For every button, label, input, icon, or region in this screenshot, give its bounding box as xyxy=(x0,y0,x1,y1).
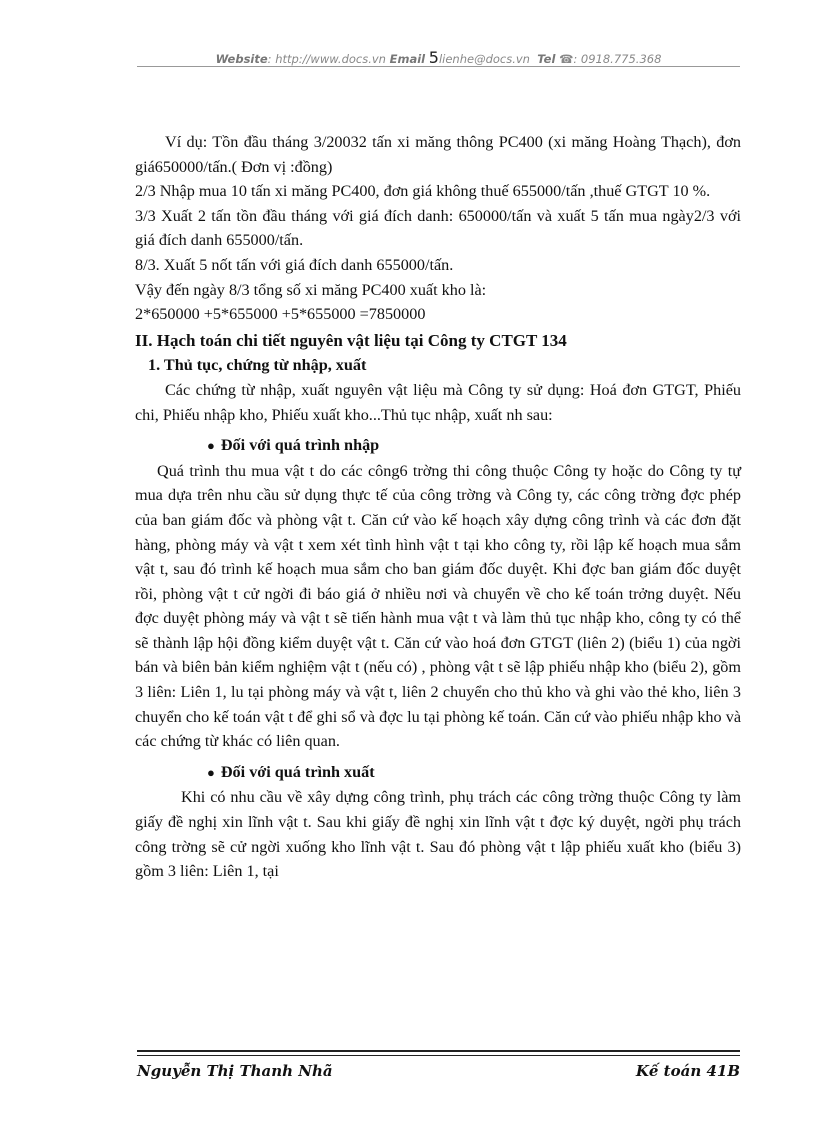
example-formula: 2*650000 +5*655000 +5*655000 =7850000 xyxy=(135,305,426,324)
example-line: 2/3 Nhập mua 10 tấn xi măng PC400, đơn giá không thuế 655000/tấn ,thuế GTGT 10 %. xyxy=(135,182,711,201)
page-number: 5 xyxy=(428,48,439,67)
export-paragraph: Khi có nhu cầu về xây dựng công trình, phụ trách các công trờng thuộc Công ty làm giấy đề nghị xin lĩnh vật t. Sau khi giấy đề nghị xin lĩnh vật t đợc ký duyệt, ngời phụ trách công trờng sẽ cử ngời xuống kho lĩnh vật t. Sau đó phòng vật t lập phiếu xuất kho (biểu 3) gồm 3 liên: Liên 1, tại xyxy=(135,788,741,881)
footer-class: Kế toán 41B xyxy=(635,1062,740,1080)
example-line: 8/3. Xuất 5 nốt tấn với giá đích danh 655000/tấn. xyxy=(135,255,454,274)
tel-value: ☎: 0918.775.368 xyxy=(559,52,662,66)
website-label: Website xyxy=(215,52,268,66)
bullet-icon: ● xyxy=(207,764,215,780)
email-value[interactable]: lienhe@docs.vn xyxy=(438,52,530,66)
email-label: Email xyxy=(389,52,426,66)
footer-author: Nguyễn Thị Thanh Nhã xyxy=(137,1062,333,1080)
import-paragraph: Quá trình thu mua vật t do các công6 trờng thi công thuộc Công ty hoặc do Công ty tự mua dựa trên nhu cầu sử dụng thực tế của công trờng và Công ty, các công trờng đợc phép của ban giám đốc và phòng vật t. Căn cứ vào kế hoạch xây dựng công trình và các đơn đặt hàng, phòng máy và vật t xem xét tình hình vật t tại kho công ty, rồi lập kế hoạch mua sắm vật t, sau đó trình kế hoạch mua sắm cho ban giám đốc duyệt. Khi đợc ban giám đốc duyệt rồi, phòng vật t cử ngời đi báo giá ở nhiều nơi và chuyển về cho kế toán trởng duyệt. Nếu đợc duyệt phòng máy và vật t sẽ tiến hành mua vật t và làm thủ tục nhập kho, công ty có thể sẽ thành lập hội đồng kiểm duyệt vật t. Căn cứ vào hoá đơn GTGT (liên 2) (biểu 1) của ngời bán và biên bản kiểm nghiệm vật t (nếu có) , phòng vật t sẽ lập phiếu nhập kho (biểu 2), gồm 3 liên: Liên 1, lu tại phòng máy và vật t, liên 2 chuyển cho thủ kho và ghi vào thẻ kho, liên 3 chuyển cho kế toán vật t để ghi sổ và đợc lu tại phòng kế toán. Căn cứ vào phiếu nhập kho và các chứng từ khác có liên quan. xyxy=(135,461,741,751)
intro-paragraph: Các chứng từ nhập, xuất nguyên vật liệu mà Công ty sử dụng: Hoá đơn GTGT, Phiếu chi, Phiếu nhập kho, Phiếu xuất kho...Thủ tục nhập, xuất nh sau: xyxy=(135,380,741,424)
example-line: Vậy đến ngày 8/3 tổng số xi măng PC400 xuất kho là: xyxy=(135,280,487,299)
header-divider xyxy=(137,66,740,67)
footer-divider xyxy=(137,1050,740,1052)
bullet-import-heading xyxy=(135,433,741,459)
example-paragraph: Ví dụ: Tồn đầu tháng 3/20032 tấn xi măng thông PC400 (xi măng Hoàng Thạch), đơn giá650000/tấn.( Đơn vị :đồng) xyxy=(135,133,741,176)
page-header xyxy=(137,48,740,67)
example-line: 3/3 Xuất 2 tấn tồn đầu tháng với giá đích danh: 650000/tấn và xuất 5 tấn mua ngày2/3 với giá đích danh 655000/tấn. xyxy=(135,206,741,250)
website-url[interactable]: : http://www.docs.vn xyxy=(267,52,386,66)
tel-label: Tel xyxy=(537,52,556,66)
bullet-icon: ● xyxy=(207,438,215,454)
bullet-export-heading xyxy=(135,760,741,786)
document-body xyxy=(135,130,741,884)
bullet-import-label: Đối với quá trình nhập xyxy=(220,436,380,455)
footer-divider xyxy=(137,1055,740,1056)
subsection-heading: 1. Thủ tục, chứng từ nhập, xuất xyxy=(148,356,367,375)
section-heading: II. Hạch toán chi tiết nguyên vật liệu tại Công ty CTGT 134 xyxy=(135,330,567,350)
bullet-export-label: Đối với quá trình xuất xyxy=(220,762,375,781)
